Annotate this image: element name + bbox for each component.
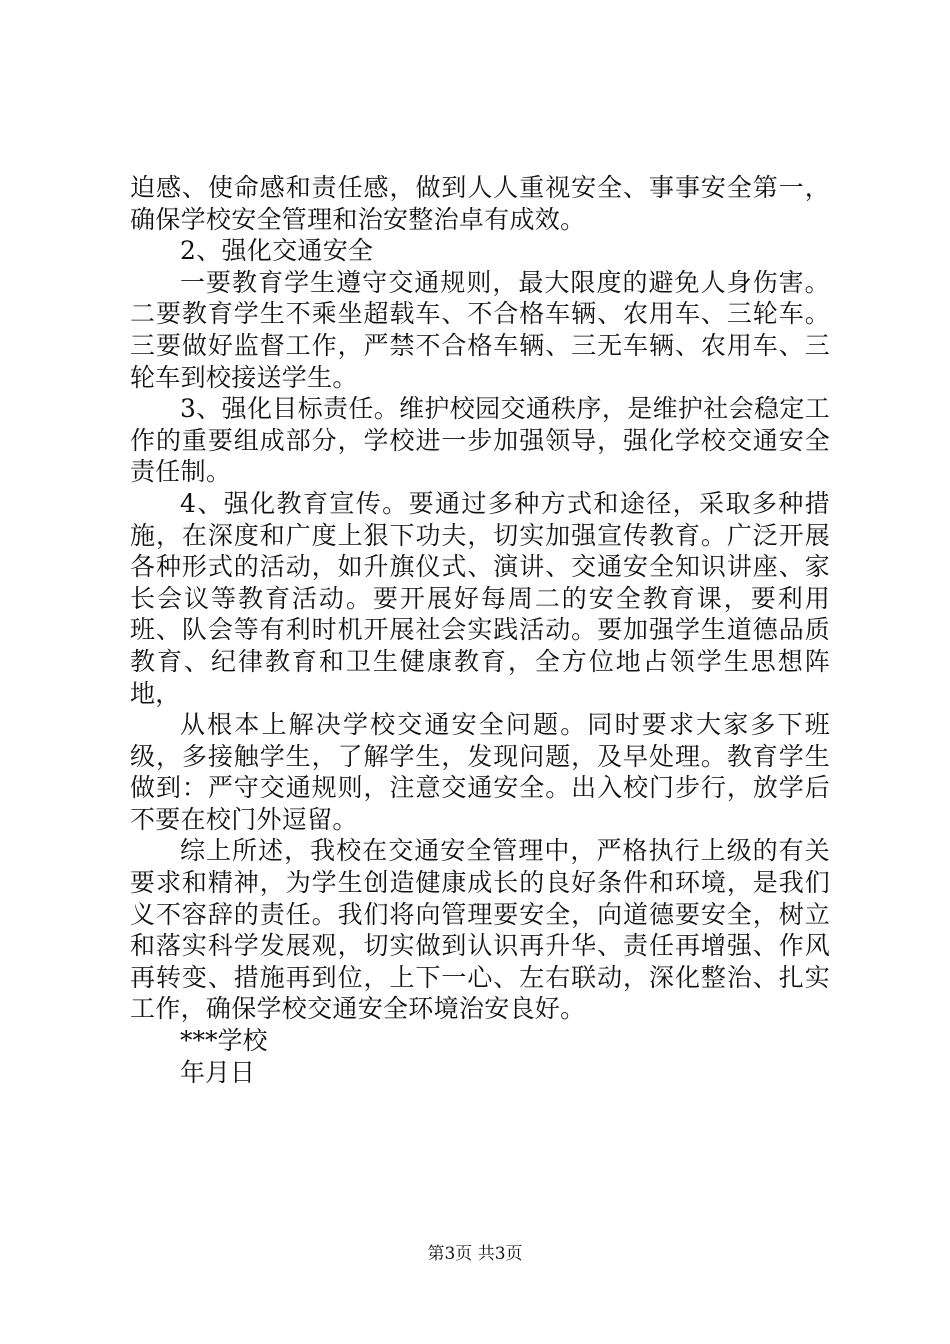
paragraph-target-responsibility: 3、强化目标责任。维护校园交通秩序，是维护社会稳定工作的重要组成部分，学校进一步加强领导，强化学校交通安全责任制。 xyxy=(130,394,830,487)
paragraph-root-solution: 从根本上解决学校交通安全问题。同时要求大家多下班级，多接触学生，了解学生，发现问题，及早处理。教育学生做到：严守交通规则，注意交通安全。出入校门步行，放学后不要在校门外逗留。 xyxy=(130,710,830,834)
paragraph-traffic-rules: 一要教育学生遵守交通规则，最大限度的避免人身伤害。二要教育学生不乘坐超载车、不合格车辆、农用车、三轮车。三要做好监督工作，严禁不合格车辆、三无车辆、农用车、三轮车到校接送学生。 xyxy=(130,267,830,392)
signature-date: 年月日 xyxy=(180,1057,256,1087)
paragraph-education-publicity: 4、强化教育宣传。要通过多种方式和途径，采取多种措施，在深度和广度上狠下功夫，切实加强宣传教育。广泛开展各种形式的活动，如升旗仪式、演讲、交通安全知识讲座、家长会议等教育活动。要开展好每周二的安全教育课，要利用班、队会等有利时机开展社会实践活动。要加强学生道德品质教育、纪律教育和卫生健康教育，全方位地占领学生思想阵地， xyxy=(130,488,830,708)
document-body xyxy=(130,172,830,1088)
paragraph-summary: 综上所述，我校在交通安全管理中，严格执行上级的有关要求和精神，为学生创造健康成长的良好条件和环境，是我们义不容辞的责任。我们将向管理要安全，向道德要安全，树立和落实科学发展观，切实做到认识再升华、责任再增强、作风再转变、措施再到位，上下一心、左右联动，深化整治、扎实工作，确保学校交通安全环境治安良好。 xyxy=(130,836,830,1024)
heading-traffic-safety: 2、强化交通安全 xyxy=(180,236,374,266)
page-footer: 第3页 共3页 xyxy=(427,1244,523,1264)
signature-school: ***学校 xyxy=(180,1026,268,1056)
paragraph-1: 迫感、使命感和责任感，做到人人重视安全、事事安全第一，确保学校安全管理和治安整治卓有成效。 xyxy=(130,173,830,234)
